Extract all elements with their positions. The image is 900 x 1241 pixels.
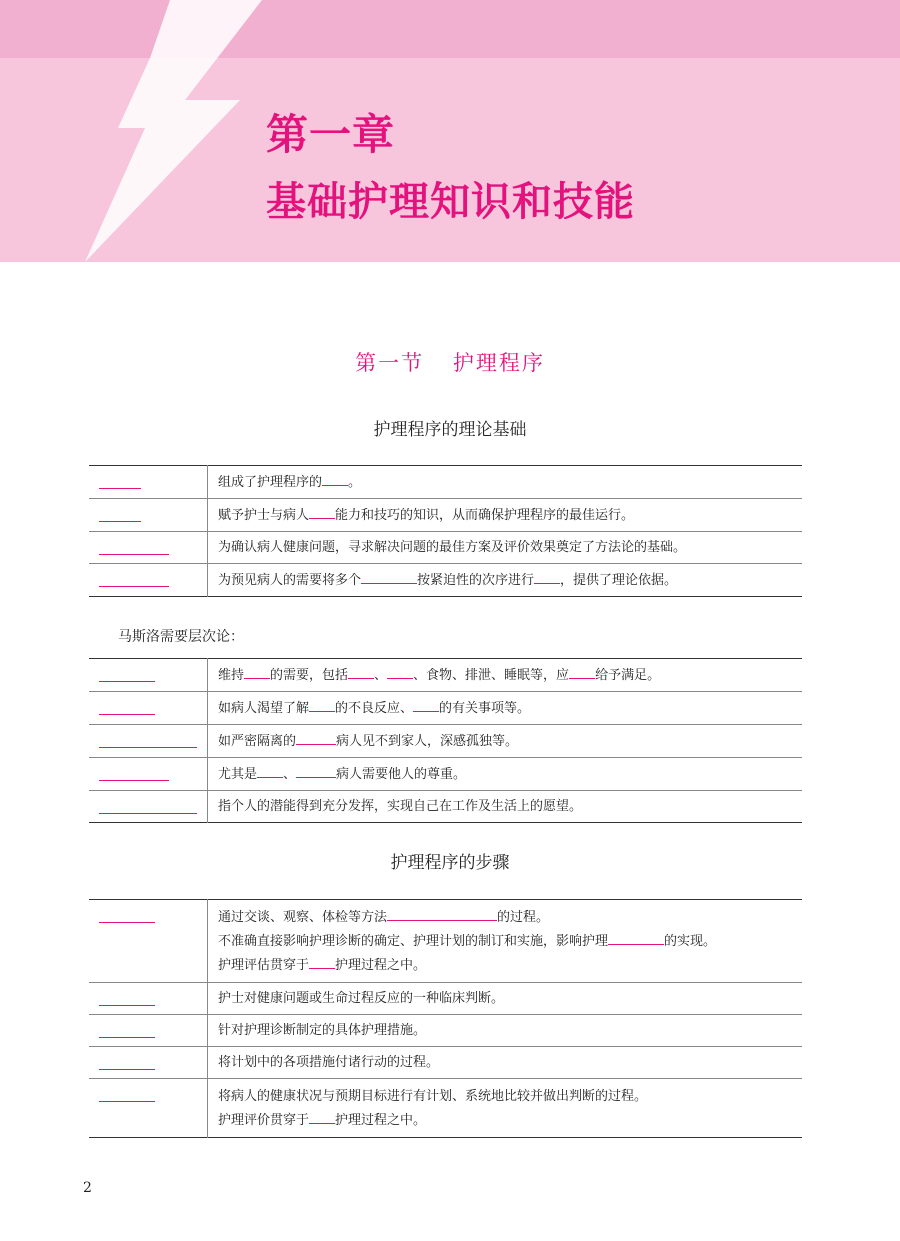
answer-blank[interactable] — [99, 499, 141, 522]
section-title — [0, 347, 900, 377]
question-cell: 如严密隔离的 病人见不到家人，深感孤独等。 — [208, 725, 803, 758]
section-name: 护理程序 — [452, 351, 545, 375]
fill-blank[interactable] — [257, 765, 283, 778]
answer-cell — [89, 692, 208, 725]
fill-blank[interactable] — [309, 1111, 335, 1124]
fill-blank[interactable] — [608, 932, 664, 945]
fill-blank[interactable] — [361, 571, 417, 584]
question-line: 将病人的健康状况与预期目标进行有计划、系统地比较并做出判断的过程。 — [218, 1089, 648, 1104]
answer-blank[interactable] — [99, 758, 169, 781]
question-cell: 赋予护士与病人 能力和技巧的知识，从而确保护理程序的最佳运行。 — [208, 499, 803, 532]
question-cell: 为预见病人的需要将多个 按紧迫性的次序进行 ，提供了理论依据。 — [208, 564, 803, 597]
answer-blank[interactable] — [99, 659, 155, 682]
section-number: 第一节 — [355, 351, 425, 375]
answer-blank[interactable] — [99, 1047, 155, 1070]
maslow-table — [89, 658, 802, 823]
subhead-theory: 护理程序的理论基础 — [373, 420, 527, 440]
question-line: 通过交谈、观察、体检等方法 的过程。 — [218, 910, 550, 925]
answer-blank[interactable] — [99, 725, 197, 748]
answer-cell — [89, 725, 208, 758]
table-row — [89, 564, 802, 597]
question-line: 护理评估贯穿于 护理过程之中。 — [218, 958, 427, 973]
page-number: 2 — [83, 1180, 92, 1196]
question-cell: 护士对健康问题或生命过程反应的一种临床判断。 — [208, 983, 803, 1015]
table-row — [89, 532, 802, 564]
table-row — [89, 983, 802, 1015]
fill-blank[interactable] — [569, 666, 595, 679]
answer-blank[interactable] — [99, 692, 155, 715]
banner-top-stripe — [0, 0, 900, 58]
fill-blank[interactable] — [534, 571, 560, 584]
fill-blank[interactable] — [387, 666, 413, 679]
table-row — [89, 1079, 802, 1138]
table-row — [89, 900, 802, 983]
table-row — [89, 659, 802, 692]
answer-cell — [89, 1047, 208, 1079]
table-row — [89, 725, 802, 758]
answer-cell — [89, 532, 208, 564]
question-line: 护理评价贯穿于 护理过程之中。 — [218, 1113, 427, 1128]
table-row — [89, 499, 802, 532]
answer-cell — [89, 1079, 208, 1138]
answer-cell — [89, 1015, 208, 1047]
chapter-title: 基础护理知识和技能 — [266, 179, 635, 225]
table-row — [89, 1015, 802, 1047]
answer-blank[interactable] — [99, 564, 169, 587]
answer-blank[interactable] — [99, 900, 155, 923]
fill-blank[interactable] — [296, 732, 336, 745]
fill-blank[interactable] — [309, 956, 335, 969]
fill-blank[interactable] — [387, 908, 497, 921]
chapter-number: 第一章 — [266, 110, 396, 159]
answer-blank[interactable] — [99, 1015, 155, 1038]
question-cell — [208, 1079, 803, 1138]
theory-table — [89, 465, 802, 597]
fill-blank[interactable] — [244, 666, 270, 679]
fill-blank[interactable] — [309, 699, 335, 712]
fill-blank[interactable] — [296, 765, 336, 778]
question-cell: 针对护理诊断制定的具体护理措施。 — [208, 1015, 803, 1047]
question-cell: 指个人的潜能得到充分发挥，实现自己在工作及生活上的愿望。 — [208, 791, 803, 823]
fill-blank[interactable] — [413, 699, 439, 712]
question-line: 不准确直接影响护理诊断的确定、护理计划的制订和实施，影响护理 的实现。 — [218, 934, 717, 949]
question-cell: 尤其是 、 病人需要他人的尊重。 — [208, 758, 803, 791]
answer-cell — [89, 791, 208, 823]
question-cell: 维持 的需要，包括 、 、食物、排泄、睡眠等，应 给予满足。 — [218, 668, 661, 683]
chapter-banner — [0, 0, 900, 262]
answer-cell — [89, 983, 208, 1015]
table-row — [89, 791, 802, 823]
answer-cell — [89, 900, 208, 983]
answer-blank[interactable] — [99, 791, 197, 814]
answer-blank[interactable] — [99, 466, 141, 489]
answer-cell — [89, 659, 208, 692]
answer-cell — [89, 499, 208, 532]
fill-blank[interactable] — [348, 666, 374, 679]
steps-table — [89, 899, 802, 1138]
answer-cell — [89, 758, 208, 791]
question-cell: 如病人渴望了解 的不良反应、 的有关事项等。 — [208, 692, 803, 725]
answer-blank[interactable] — [99, 1079, 155, 1102]
fill-blank[interactable] — [322, 473, 348, 486]
table-row — [89, 466, 802, 499]
maslow-label: 马斯洛需要层次论： — [118, 629, 244, 645]
fill-blank[interactable] — [309, 506, 335, 519]
table-row — [89, 758, 802, 791]
table-row — [89, 1047, 802, 1079]
question-cell: 将计划中的各项措施付诸行动的过程。 — [208, 1047, 803, 1079]
answer-cell — [89, 466, 208, 499]
answer-blank[interactable] — [99, 983, 155, 1006]
question-cell — [208, 900, 803, 983]
answer-cell — [89, 564, 208, 597]
subhead-steps: 护理程序的步骤 — [390, 853, 510, 873]
table-row — [89, 692, 802, 725]
answer-blank[interactable] — [99, 532, 169, 555]
question-cell: 为确认病人健康问题，寻求解决问题的最佳方案及评价效果奠定了方法论的基础。 — [208, 532, 803, 564]
question-cell: 组成了护理程序的 。 — [218, 475, 362, 490]
